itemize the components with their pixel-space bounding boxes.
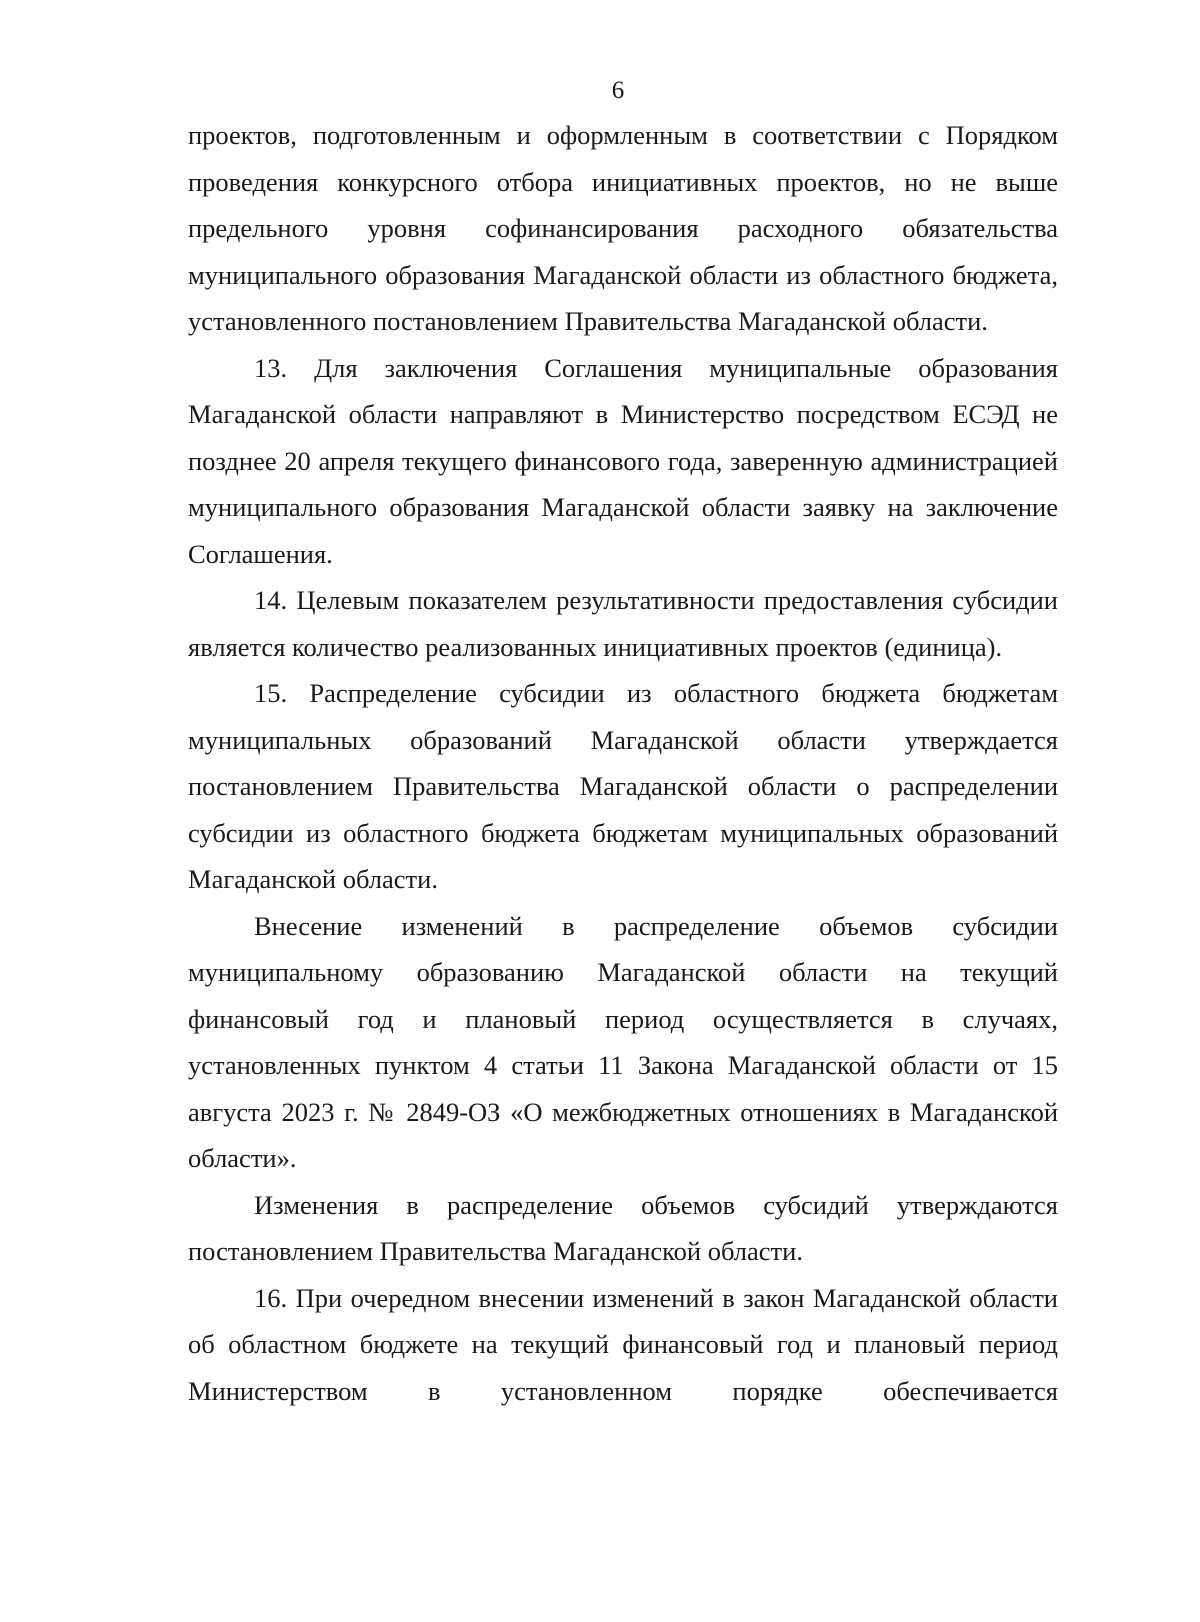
paragraph-15-changes: Внесение изменений в распределение объемов субсидии муниципальному образованию Магаданской области на текущий финансовый год и плановый период осуществляется в случаях, установленных пунктом 4 статьи 11 Закона Магаданской области от 15 августа 2023 г. № 2849-ОЗ «О межбюджетных отношениях в Магаданской области». — [188, 910, 1058, 1173]
paragraph-15-approval: Изменения в распределение объемов субсидий утверждаются постановлением Правительства Магаданской области. — [188, 1189, 1058, 1266]
paragraph-16: 16. При очередном внесении изменений в закон Магаданской области об областном бюджете на текущий финансовый год и плановый период Министерством в установленном порядке обеспечивается — [188, 1282, 1058, 1406]
document-body — [188, 112, 1058, 1414]
page-number: 6 — [611, 77, 625, 104]
paragraph-14: 14. Целевым показателем результативности предоставления субсидии является количество реализованных инициативных проектов (единица). — [188, 585, 1058, 662]
paragraph-continued: проектов, подготовленным и оформленным в соответствии с Порядком проведения конкурсного отбора инициативных проектов, но не выше предельного уровня софинансирования расходного обязательства муниципального образования Магаданской области из областного бюджета, установленного постановлением Правительства Магаданской области. — [188, 120, 1058, 336]
paragraph-13: 13. Для заключения Соглашения муниципальные образования Магаданской области направляют в Министерство посредством ЕСЭД не позднее 20 апреля текущего финансового года, заверенную администрацией муниципального образования Магаданской области заявку на заключение Соглашения. — [188, 352, 1058, 569]
paragraph-15: 15. Распределение субсидии из областного бюджета бюджетам муниципальных образований Магаданской области утверждается постановлением Правительства Магаданской области о распределении субсидии из областного бюджета бюджетам муниципальных образований Магаданской области. — [188, 678, 1058, 894]
